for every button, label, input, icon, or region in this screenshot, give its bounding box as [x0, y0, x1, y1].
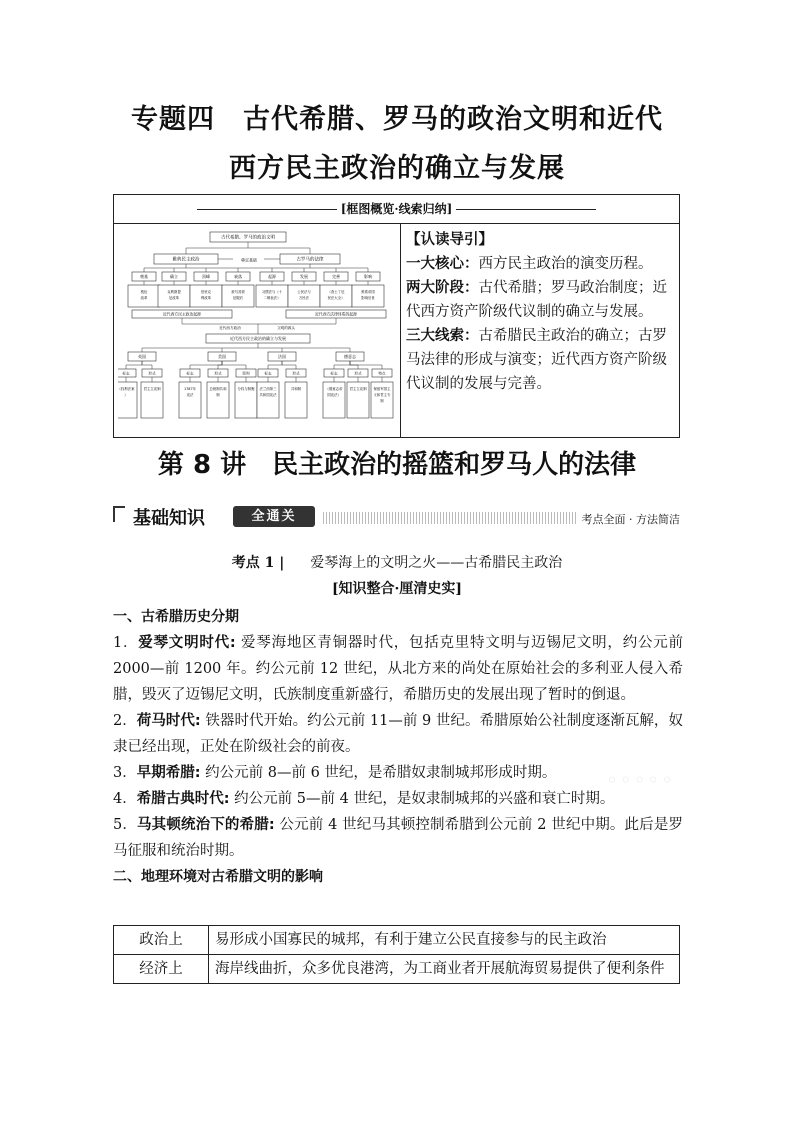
- guide-title: 【认读导引】: [406, 231, 493, 248]
- lecture-title: 第 8 讲 民主政治的摇篮和罗马人的法律: [157, 450, 637, 480]
- diagram-leaf-text: 分权与制衡: [237, 387, 255, 391]
- table-cell-key: 政治上: [114, 926, 209, 955]
- diagram-leaf-text: 君主立宪制: [143, 387, 161, 391]
- diagram-connector-right: 文明的源头: [277, 326, 295, 330]
- svg-text:形式: 形式: [148, 371, 156, 376]
- diagram-country: [336, 352, 364, 361]
- section-name: 基础知识: [133, 508, 205, 529]
- svg-text:影响: 影响: [364, 274, 372, 279]
- diagram-country: [268, 352, 296, 361]
- diagram-detail-text: 习惯法与《十二铜表法》: [261, 290, 283, 300]
- section-right-text: 考点全面 · 方法简洁: [576, 511, 681, 527]
- table-row: [114, 926, 680, 955]
- guide-stages: 两大阶段：古代希腊；罗马政治制度；近代西方资产阶级代议制的确立与发展。: [406, 279, 667, 320]
- svg-text:形式: 形式: [214, 371, 222, 376]
- diagram-leaf-text: 法兰西第三共和国宪法: [259, 387, 277, 397]
- diagram-detail-text: 《查士丁尼民法大全》: [327, 290, 345, 300]
- svg-text:衰落: 衰落: [234, 274, 242, 279]
- concept-diagram: [118, 228, 396, 434]
- diagram-detail-text: 克利斯提尼改革: [167, 290, 181, 300]
- watermark-logo: ◦◦◦◦◦: [606, 768, 675, 792]
- diagram-left-branch: [154, 254, 218, 264]
- svg-text:奠基: 奠基: [140, 274, 148, 279]
- section-pill: 全通关: [233, 506, 315, 527]
- svg-text:发展: 发展: [300, 274, 308, 279]
- diagram-left-footer: [132, 310, 232, 318]
- guide-clues: 三大线索：古希腊民主政治的确立；古罗马法律的形成与演变；近代西方资产阶级代议制的发展与完善。: [406, 327, 667, 392]
- period-item: 3．早期希腊: 约公元前 8—前 6 世纪，是希腊奴隶制城邦形成时期。: [113, 765, 557, 781]
- period-item: 4．希腊古典时代: 约公元前 5—前 4 世纪，是奴隶制城邦的兴盛和衰亡时期。: [113, 791, 615, 807]
- frame-header: [框图概览·线索归纳]: [114, 200, 679, 217]
- diagram-leaf-text: 《权利法案》: [118, 387, 135, 397]
- svg-text:近代西方法律体系的起源: 近代西方法律体系的起源: [315, 311, 357, 317]
- diagram-item: [194, 272, 218, 281]
- diagram-leaf-text: 君主立宪制: [349, 387, 367, 391]
- diagram-detail-text: 伯里克利改革: [200, 290, 212, 300]
- svg-text:原则: 原则: [242, 371, 250, 376]
- table-row: [114, 955, 680, 984]
- diagram-country: [208, 352, 236, 361]
- svg-text:顶峰: 顶峰: [202, 274, 210, 279]
- topic-title-line1: 专题四 古代希腊、罗马的政治文明和近代: [131, 104, 663, 135]
- main-content: [113, 604, 683, 890]
- diagram-sublabel: [348, 369, 368, 377]
- diagram-item: [324, 272, 348, 281]
- section-bar: [113, 504, 680, 530]
- period-item: 2．荷马时代: 铁器时代开始。约公元前 11—前 9 世纪。希腊原始公社制度逐渐瓦解，奴隶已经出现，正处在阶级社会的前夜。: [113, 713, 683, 755]
- reading-guide: [406, 228, 676, 396]
- svg-text:标志: 标志: [122, 371, 130, 376]
- diagram-item: [356, 272, 380, 281]
- diagram-country: [128, 352, 156, 361]
- diagram-sublabel: [142, 369, 162, 377]
- guide-core: 一大核心：西方民主政治的演变历程。: [406, 255, 653, 272]
- part2-heading: 二、地理环境对古希腊文明的影响: [113, 869, 323, 885]
- diagram-middle-label: 奠定基础: [241, 257, 257, 263]
- svg-text:形式: 形式: [354, 371, 362, 376]
- svg-text:古罗马的法律: 古罗马的法律: [296, 257, 324, 263]
- diagram-detail-text: 被马其顿征服后: [231, 290, 245, 300]
- diagram-sublabel: [236, 369, 256, 377]
- diagram-sublabel: [286, 369, 306, 377]
- diagram-connector-left: 近代西方政治: [219, 326, 241, 330]
- svg-text:标志: 标志: [264, 371, 272, 376]
- table-cell-key: 经济上: [114, 955, 209, 984]
- svg-text:古代希腊、罗马的政治文明: 古代希腊、罗马的政治文明: [221, 235, 275, 241]
- diagram-item: [162, 272, 186, 281]
- diagram-detail-text: 梭伦改革: [140, 290, 148, 300]
- svg-text:法国: 法国: [278, 354, 286, 359]
- table-cell-value: 易形成小国寡民的城邦，有利于建立公民直接参与的民主政治: [209, 926, 680, 955]
- diagram-sublabel: [372, 369, 392, 377]
- diagram-leaf-text: 共和制: [290, 387, 302, 391]
- svg-text:标志: 标志: [330, 371, 338, 376]
- diagram-sublabel: [180, 369, 200, 377]
- kaodian-subtitle: [知识整合·厘清史实]: [331, 581, 463, 597]
- diagram-right-branch: [280, 254, 340, 264]
- svg-text:完善: 完善: [332, 274, 340, 279]
- diagram-sublabel: [324, 369, 344, 377]
- diagram-leaf-text: 1787年宪法: [183, 387, 197, 397]
- diagram-detail-text: 维系帝国影响后世: [361, 290, 375, 300]
- svg-text:近代西方民主政治的确立与发展: 近代西方民主政治的确立与发展: [230, 336, 286, 341]
- diagram-leaf-text: 《德意志帝国宪法》: [325, 387, 343, 397]
- diagram-detail-text: 公民法与万民法: [297, 290, 311, 300]
- period-item: 5．马其顿统治下的希腊: 公元前 4 世纪马其顿控制希腊到公元前 2 世纪中期。此后是罗马征服和统治时期。: [113, 817, 683, 859]
- svg-text:美国: 美国: [218, 354, 226, 359]
- svg-text:标志: 标志: [186, 371, 194, 376]
- diagram-item: [260, 272, 284, 281]
- diagram-item: [292, 272, 316, 281]
- diagram-sublabel: [208, 369, 228, 377]
- period-item: 1．爱琴文明时代: 爱琴海地区青铜器时代，包括克里特文明与迈锡尼文明，约公元前 2000—前 1200 年。约公元前 12 世纪，从北方来的尚处在原始社会的多利亚人侵入希腊，毁灭了迈锡尼文明，氏族制度重新盛行，希腊历史的发展出现了暂时的倒退。: [113, 635, 683, 703]
- svg-text:特点: 特点: [378, 371, 386, 376]
- diagram-item: [226, 272, 250, 281]
- overview-frame: [113, 194, 680, 438]
- diagram-leaf-text: 总统制共和制: [209, 387, 227, 397]
- geography-table: [113, 925, 680, 984]
- kaodian-heading: 考点 1 | 爱琴海上的文明之火——古希腊民主政治: [231, 555, 563, 571]
- svg-text:英国: 英国: [138, 354, 146, 359]
- diagram-sublabel: [258, 369, 278, 377]
- diagram-leaf-text: 保留军国主义和君主专制: [373, 387, 391, 403]
- table-cell-value: 海岸线曲折，众多优良港湾，为工商业者开展航海贸易提供了便利条件: [209, 955, 680, 984]
- diagram-item: [132, 272, 156, 281]
- part1-heading: 一、古希腊历史分期: [113, 609, 239, 625]
- svg-text:确立: 确立: [170, 274, 178, 279]
- svg-text:雅典民主政治: 雅典民主政治: [172, 257, 200, 263]
- diagram-right-footer: [286, 310, 386, 318]
- diagram-root: [210, 232, 286, 242]
- svg-text:德意志: 德意志: [344, 354, 356, 359]
- svg-text:起源: 起源: [268, 274, 276, 279]
- diagram-lower-root: [206, 334, 310, 343]
- svg-text:形式: 形式: [292, 371, 300, 376]
- topic-title-line2: 西方民主政治的确立与发展: [229, 153, 565, 184]
- corner-mark-icon: [113, 506, 125, 522]
- svg-text:近代西方民主政治起源: 近代西方民主政治起源: [163, 311, 201, 317]
- diagram-sublabel: [118, 369, 136, 377]
